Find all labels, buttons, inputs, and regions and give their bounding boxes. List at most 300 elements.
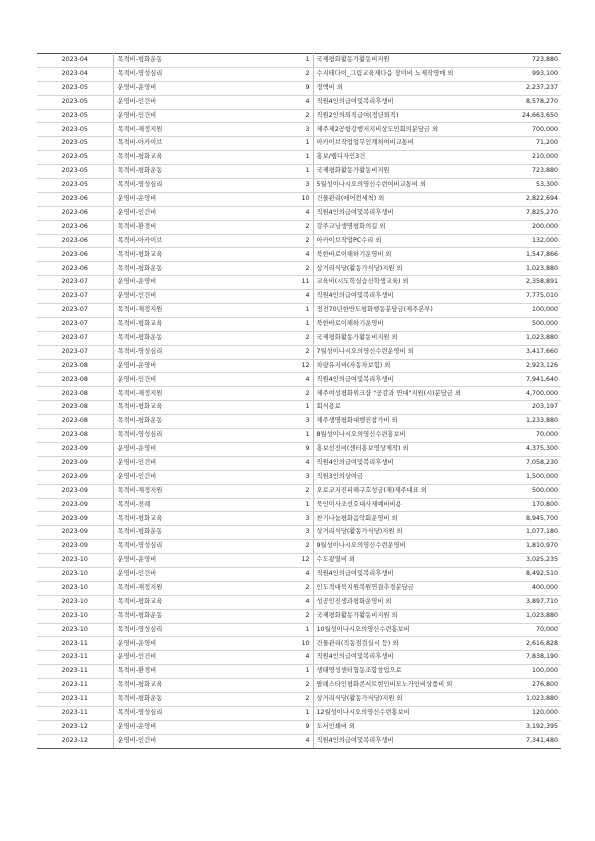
description-cell: 생태영성센터협동조합창업으로 — [313, 665, 473, 679]
description-cell: 국제평화활동가활동비지원 — [313, 54, 473, 68]
table-row — [37, 359, 561, 373]
count-cell: 4 — [263, 595, 313, 609]
amount-cell: 3,417,660 — [473, 345, 561, 359]
month-cell: 2023-11 — [37, 692, 113, 706]
description-cell: 국제평화활동가활동비지원 외 — [313, 331, 473, 345]
month-cell: 2023-09 — [37, 512, 113, 526]
table-row — [37, 220, 561, 234]
count-cell: 1 — [263, 429, 313, 443]
count-cell: 2 — [263, 692, 313, 706]
description-cell: 직원3인의상여금 — [313, 470, 473, 484]
count-cell: 3 — [263, 470, 313, 484]
table-row — [37, 248, 561, 262]
account-cell: 목적비-영성심리 — [113, 179, 263, 193]
table-row — [37, 484, 561, 498]
month-cell: 2023-06 — [37, 206, 113, 220]
count-cell: 2 — [263, 679, 313, 693]
account-cell: 목적비-평화교육 — [113, 512, 263, 526]
count-cell: 4 — [263, 567, 313, 581]
count-cell: 2 — [263, 331, 313, 345]
account-cell: 목적비-평화운동 — [113, 415, 263, 429]
description-cell: 직원4인의급여및복리후생비 — [313, 373, 473, 387]
month-cell: 2023-11 — [37, 706, 113, 720]
description-cell: 직원2인의퇴직급여(정년퇴직) — [313, 109, 473, 123]
amount-cell: 100,000 — [473, 665, 561, 679]
table-row — [37, 206, 561, 220]
description-cell: 8월성이나시오의영신수련홍보비 — [313, 429, 473, 443]
table-row — [37, 151, 561, 165]
description-cell: 북한바로이해하기운영비 외 — [313, 248, 473, 262]
count-cell: 4 — [263, 734, 313, 748]
table-row — [37, 720, 561, 734]
description-cell: 직원4인의급여및복리후생비 — [313, 95, 473, 109]
month-cell: 2023-06 — [37, 220, 113, 234]
amount-cell: 1,077,180 — [473, 526, 561, 540]
count-cell: 2 — [263, 67, 313, 81]
account-cell: 운영비-운영비 — [113, 192, 263, 206]
table-row — [37, 290, 561, 304]
description-cell: 수지테다이_그림교육재다음 장미비 노제작영매 외 — [313, 67, 473, 81]
count-cell: 9 — [263, 81, 313, 95]
account-cell: 목적비-평화운동 — [113, 262, 263, 276]
account-cell: 목적비-평화교육 — [113, 679, 263, 693]
expense-ledger-table — [37, 53, 561, 749]
month-cell: 2023-06 — [37, 262, 113, 276]
count-cell: 1 — [263, 665, 313, 679]
table-row — [37, 623, 561, 637]
amount-cell: 100,000 — [473, 304, 561, 318]
description-cell: 홍보/웹디자인3건 — [313, 151, 473, 165]
description-cell: 오로코지진피해구호성금(재)제주대표 외 — [313, 484, 473, 498]
month-cell: 2023-08 — [37, 415, 113, 429]
count-cell: 2 — [263, 581, 313, 595]
table-row — [37, 109, 561, 123]
description-cell: 직원4인의급여및복리후생비 — [313, 290, 473, 304]
account-cell: 목적비-영성심리 — [113, 623, 263, 637]
month-cell: 2023-07 — [37, 290, 113, 304]
month-cell: 2023-09 — [37, 526, 113, 540]
count-cell: 12 — [263, 554, 313, 568]
month-cell: 2023-05 — [37, 179, 113, 193]
month-cell: 2023-08 — [37, 429, 113, 443]
count-cell: 9 — [263, 720, 313, 734]
table-row — [37, 442, 561, 456]
table-row — [37, 651, 561, 665]
account-cell: 목적비-평화교육 — [113, 401, 263, 415]
amount-cell: 210,000 — [473, 151, 561, 165]
count-cell: 4 — [263, 206, 313, 220]
description-cell: 정액비 외 — [313, 81, 473, 95]
month-cell: 2023-11 — [37, 651, 113, 665]
month-cell: 2023-07 — [37, 345, 113, 359]
count-cell: 4 — [263, 248, 313, 262]
account-cell: 목적비-재정지원 — [113, 484, 263, 498]
account-cell: 목적비-평화운동 — [113, 692, 263, 706]
description-cell: 인도적대북지원복원연결추경분담금 — [313, 581, 473, 595]
month-cell: 2023-05 — [37, 123, 113, 137]
amount-cell: 1,500,000 — [473, 470, 561, 484]
description-cell: 건물관리(직동점검실시 등) 외 — [313, 637, 473, 651]
month-cell: 2023-10 — [37, 623, 113, 637]
count-cell: 10 — [263, 192, 313, 206]
amount-cell: 170,800 — [473, 498, 561, 512]
amount-cell: 2,923,126 — [473, 359, 561, 373]
month-cell: 2023-05 — [37, 165, 113, 179]
description-cell: 수도광열비 외 — [313, 554, 473, 568]
amount-cell: 2,237,237 — [473, 81, 561, 95]
count-cell: 3 — [263, 415, 313, 429]
month-cell: 2023-10 — [37, 595, 113, 609]
count-cell: 3 — [263, 123, 313, 137]
amount-cell: 7,825,270 — [473, 206, 561, 220]
account-cell: 목적비-영성심리 — [113, 429, 263, 443]
table-row — [37, 387, 561, 401]
description-cell: 5월성이나시오의영신수련여비교통비 외 — [313, 179, 473, 193]
table-row — [37, 179, 561, 193]
amount-cell: 500,000 — [473, 484, 561, 498]
month-cell: 2023-04 — [37, 67, 113, 81]
amount-cell: 1,547,866 — [473, 248, 561, 262]
description-cell: 정전70년한반도평화행동분담금(제주본부) — [313, 304, 473, 318]
account-cell: 운영비-인건비 — [113, 373, 263, 387]
account-cell: 목적비-평화운동 — [113, 526, 263, 540]
month-cell: 2023-08 — [37, 401, 113, 415]
count-cell: 2 — [263, 387, 313, 401]
month-cell: 2023-07 — [37, 331, 113, 345]
table-row — [37, 123, 561, 137]
description-cell: 직원4인의급여및복리후생비 — [313, 734, 473, 748]
month-cell: 2023-08 — [37, 387, 113, 401]
month-cell: 2023-06 — [37, 234, 113, 248]
count-cell: 1 — [263, 304, 313, 318]
table-row — [37, 317, 561, 331]
table-row — [37, 276, 561, 290]
table-row — [37, 498, 561, 512]
description-cell: 팔레스타인평화콘서트현인비모노가인비상품비 외 — [313, 679, 473, 693]
description-cell: 9월성이나시오의영신수련운영비 — [313, 540, 473, 554]
month-cell: 2023-06 — [37, 248, 113, 262]
amount-cell: 7,058,230 — [473, 456, 561, 470]
description-cell: 국제평화활동가활동비지원 외 — [313, 609, 473, 623]
account-cell: 운영비-운영비 — [113, 359, 263, 373]
amount-cell: 2,822,694 — [473, 192, 561, 206]
account-cell: 운영비-운영비 — [113, 442, 263, 456]
description-cell: 7월성이나시오의영신수련운영비 외 — [313, 345, 473, 359]
month-cell: 2023-08 — [37, 359, 113, 373]
month-cell: 2023-05 — [37, 109, 113, 123]
amount-cell: 723,880 — [473, 165, 561, 179]
count-cell: 10 — [263, 637, 313, 651]
description-cell: 찬기나눔평화음악회운영비 외 — [313, 512, 473, 526]
month-cell: 2023-10 — [37, 609, 113, 623]
description-cell: 북한바로이해하기운영비 — [313, 317, 473, 331]
amount-cell: 8,945,700 — [473, 512, 561, 526]
account-cell: 목적비-환경비 — [113, 220, 263, 234]
count-cell: 1 — [263, 317, 313, 331]
month-cell: 2023-05 — [37, 151, 113, 165]
month-cell: 2023-08 — [37, 373, 113, 387]
month-cell: 2023-05 — [37, 81, 113, 95]
table-row — [37, 554, 561, 568]
account-cell: 목적비-영성심리 — [113, 67, 263, 81]
table-row — [37, 192, 561, 206]
description-cell: 상거리식당(활동가식당)지원 외 — [313, 526, 473, 540]
account-cell: 목적비-평화교육 — [113, 595, 263, 609]
month-cell: 2023-07 — [37, 317, 113, 331]
count-cell: 1 — [263, 151, 313, 165]
month-cell: 2023-07 — [37, 304, 113, 318]
month-cell: 2023-09 — [37, 442, 113, 456]
description-cell: 상거리식당(활동가식당)지원 외 — [313, 692, 473, 706]
description-cell: 직원4인의급여및복리후생비 — [313, 651, 473, 665]
account-cell: 운영비-인건비 — [113, 470, 263, 484]
account-cell: 목적비-평화교육 — [113, 151, 263, 165]
amount-cell: 1,023,880 — [473, 609, 561, 623]
amount-cell: 203,197 — [473, 401, 561, 415]
description-cell: 도서인쇄비 외 — [313, 720, 473, 734]
count-cell: 2 — [263, 345, 313, 359]
account-cell: 운영비-운영비 — [113, 81, 263, 95]
account-cell: 목적비-재정지원 — [113, 387, 263, 401]
month-cell: 2023-09 — [37, 498, 113, 512]
account-cell: 목적비-평화운동 — [113, 165, 263, 179]
count-cell: 1 — [263, 165, 313, 179]
table-row — [37, 595, 561, 609]
count-cell: 4 — [263, 651, 313, 665]
count-cell: 2 — [263, 109, 313, 123]
count-cell: 2 — [263, 540, 313, 554]
month-cell: 2023-10 — [37, 581, 113, 595]
account-cell: 목적비-아카이브 — [113, 234, 263, 248]
amount-cell: 7,941,640 — [473, 373, 561, 387]
amount-cell: 1,810,970 — [473, 540, 561, 554]
month-cell: 2023-04 — [37, 54, 113, 68]
table-row — [37, 637, 561, 651]
table-row — [37, 540, 561, 554]
table-row — [37, 692, 561, 706]
count-cell: 1 — [263, 137, 313, 151]
amount-cell: 3,897,710 — [473, 595, 561, 609]
month-cell: 2023-06 — [37, 192, 113, 206]
amount-cell: 723,880 — [473, 54, 561, 68]
account-cell: 운영비-인건비 — [113, 95, 263, 109]
table-row — [37, 234, 561, 248]
account-cell: 목적비-영성심리 — [113, 345, 263, 359]
account-cell: 목적비-전례 — [113, 498, 263, 512]
count-cell: 3 — [263, 526, 313, 540]
amount-cell: 132,000 — [473, 234, 561, 248]
month-cell: 2023-09 — [37, 470, 113, 484]
count-cell: 4 — [263, 290, 313, 304]
account-cell: 운영비-인건비 — [113, 651, 263, 665]
count-cell: 4 — [263, 95, 313, 109]
account-cell: 목적비-영성심리 — [113, 540, 263, 554]
description-cell: 홍보선전비(센터홍보영상제작) 외 — [313, 442, 473, 456]
table-row — [37, 415, 561, 429]
account-cell: 운영비-인건비 — [113, 734, 263, 748]
count-cell: 2 — [263, 484, 313, 498]
month-cell: 2023-11 — [37, 679, 113, 693]
table-row — [37, 165, 561, 179]
amount-cell: 4,375,300 — [473, 442, 561, 456]
amount-cell: 3,192,395 — [473, 720, 561, 734]
amount-cell: 70,000 — [473, 623, 561, 637]
amount-cell: 120,000 — [473, 706, 561, 720]
month-cell: 2023-09 — [37, 456, 113, 470]
account-cell: 운영비-운영비 — [113, 637, 263, 651]
description-cell: 아카이브작업PC수리 외 — [313, 234, 473, 248]
account-cell: 목적비-평화운동 — [113, 331, 263, 345]
table-row — [37, 373, 561, 387]
account-cell: 운영비-인건비 — [113, 567, 263, 581]
description-cell: 차량유지비(자동차보험) 외 — [313, 359, 473, 373]
account-cell: 운영비-인건비 — [113, 456, 263, 470]
count-cell: 4 — [263, 456, 313, 470]
table-row — [37, 81, 561, 95]
table-row — [37, 512, 561, 526]
table-row — [37, 67, 561, 81]
description-cell: 제주생명평화대행진참가비 외 — [313, 415, 473, 429]
table-row — [37, 429, 561, 443]
amount-cell: 53,300 — [473, 179, 561, 193]
account-cell: 목적비-영성심리 — [113, 706, 263, 720]
description-cell: 제주여성평화위크샵 "공감과 연대"지원(시)분담금 외 — [313, 387, 473, 401]
table-row — [37, 54, 561, 68]
count-cell: 4 — [263, 373, 313, 387]
table-row — [37, 331, 561, 345]
month-cell: 2023-09 — [37, 540, 113, 554]
amount-cell: 7,775,010 — [473, 290, 561, 304]
month-cell: 2023-12 — [37, 734, 113, 748]
month-cell: 2023-10 — [37, 554, 113, 568]
amount-cell: 2,358,891 — [473, 276, 561, 290]
account-cell: 운영비-운영비 — [113, 720, 263, 734]
description-cell: 직원4인의급여및복리후생비 — [313, 206, 473, 220]
description-cell: 아카이브작업업무인계처여비교통비 — [313, 137, 473, 151]
count-cell: 2 — [263, 220, 313, 234]
table-row — [37, 262, 561, 276]
table-row — [37, 137, 561, 151]
amount-cell: 276,800 — [473, 679, 561, 693]
table-row — [37, 526, 561, 540]
description-cell: 회식용료 — [313, 401, 473, 415]
month-cell: 2023-10 — [37, 567, 113, 581]
month-cell: 2023-12 — [37, 720, 113, 734]
count-cell: 2 — [263, 609, 313, 623]
amount-cell: 200,000 — [473, 220, 561, 234]
count-cell: 3 — [263, 512, 313, 526]
description-cell: 묵인미사조선호대사제예비비용 — [313, 498, 473, 512]
table-row — [37, 609, 561, 623]
count-cell: 1 — [263, 498, 313, 512]
amount-cell: 70,000 — [473, 429, 561, 443]
amount-cell: 24,663,650 — [473, 109, 561, 123]
month-cell: 2023-09 — [37, 484, 113, 498]
amount-cell: 500,000 — [473, 317, 561, 331]
amount-cell: 700,000 — [473, 123, 561, 137]
month-cell: 2023-05 — [37, 95, 113, 109]
amount-cell: 7,341,480 — [473, 734, 561, 748]
table-row — [37, 679, 561, 693]
description-cell: 직원4인의급여및복리후생비 — [313, 567, 473, 581]
amount-cell: 3,025,235 — [473, 554, 561, 568]
table-row — [37, 401, 561, 415]
description-cell: 10월성이나시오의영신수련홍보비 — [313, 623, 473, 637]
count-cell: 2 — [263, 262, 313, 276]
count-cell: 1 — [263, 401, 313, 415]
count-cell: 9 — [263, 442, 313, 456]
account-cell: 운영비-운영비 — [113, 276, 263, 290]
count-cell: 11 — [263, 276, 313, 290]
account-cell: 운영비-운영비 — [113, 554, 263, 568]
count-cell: 3 — [263, 179, 313, 193]
description-cell: 직원4인의급여및복리후생비 — [313, 456, 473, 470]
description-cell: 건물관리(에어컨세척) 외 — [313, 192, 473, 206]
count-cell: 2 — [263, 234, 313, 248]
amount-cell: 8,578,270 — [473, 95, 561, 109]
account-cell: 목적비-아카이브 — [113, 137, 263, 151]
amount-cell: 2,616,828 — [473, 637, 561, 651]
account-cell: 목적비-재정지원 — [113, 123, 263, 137]
table-row — [37, 567, 561, 581]
description-cell: 국제평화활동가활동비지원 — [313, 165, 473, 179]
description-cell: 교육비(시도학실습신학생교육) 외 — [313, 276, 473, 290]
count-cell: 12 — [263, 359, 313, 373]
amount-cell: 1,233,880 — [473, 415, 561, 429]
description-cell: 강주교님생명평화의길 외 — [313, 220, 473, 234]
table-row — [37, 581, 561, 595]
count-cell: 1 — [263, 706, 313, 720]
account-cell: 목적비-평화운동 — [113, 609, 263, 623]
table-row — [37, 706, 561, 720]
month-cell: 2023-05 — [37, 137, 113, 151]
table-row — [37, 470, 561, 484]
amount-cell: 1,023,880 — [473, 262, 561, 276]
month-cell: 2023-11 — [37, 665, 113, 679]
account-cell: 운영비-인건비 — [113, 206, 263, 220]
table-row — [37, 665, 561, 679]
table-row — [37, 345, 561, 359]
account-cell: 목적비-재정지원 — [113, 581, 263, 595]
table-row — [37, 734, 561, 748]
account-cell: 목적비-평화교육 — [113, 317, 263, 331]
count-cell: 1 — [263, 623, 313, 637]
month-cell: 2023-11 — [37, 637, 113, 651]
amount-cell: 4,700,000 — [473, 387, 561, 401]
amount-cell: 8,492,510 — [473, 567, 561, 581]
description-cell: 제주제2공항강행저지비상도민회의분담금 외 — [313, 123, 473, 137]
account-cell: 목적비-재정지원 — [113, 304, 263, 318]
amount-cell: 7,838,190 — [473, 651, 561, 665]
description-cell: 12월성이나시오의영신수련홍보비 — [313, 706, 473, 720]
amount-cell: 71,200 — [473, 137, 561, 151]
description-cell: 성공인진생과평화운영비 외 — [313, 595, 473, 609]
amount-cell: 1,023,880 — [473, 692, 561, 706]
amount-cell: 993,100 — [473, 67, 561, 81]
amount-cell: 400,000 — [473, 581, 561, 595]
amount-cell: 1,023,880 — [473, 331, 561, 345]
ledger-body — [37, 54, 561, 749]
account-cell: 운영비-인건비 — [113, 290, 263, 304]
account-cell: 목적비-환경비 — [113, 665, 263, 679]
table-row — [37, 304, 561, 318]
description-cell: 상거리식당(활동가식당)지원 외 — [313, 262, 473, 276]
table-row — [37, 95, 561, 109]
account-cell: 운영비-인건비 — [113, 109, 263, 123]
count-cell: 1 — [263, 54, 313, 68]
account-cell: 목적비-평화교육 — [113, 248, 263, 262]
account-cell: 목적비-평화운동 — [113, 54, 263, 68]
